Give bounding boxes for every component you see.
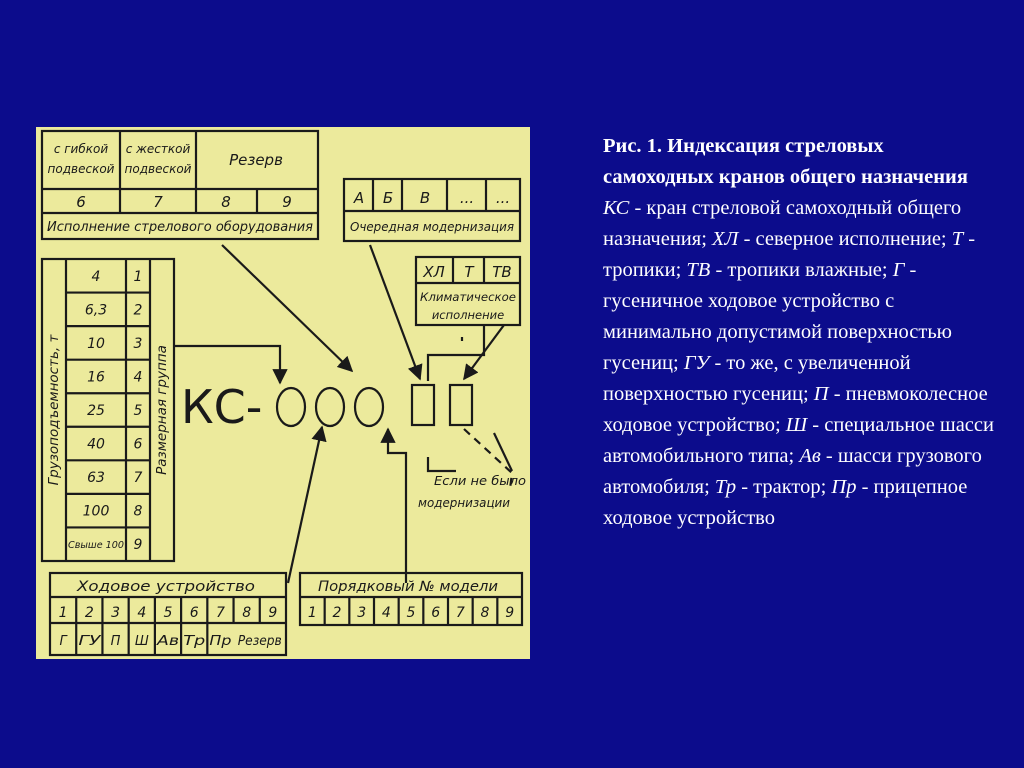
- no-mod-label: модернизации: [418, 495, 510, 510]
- caption-def-1: - северное исполнение;: [738, 228, 952, 250]
- climate-code: ХЛ: [423, 263, 445, 281]
- size-group-number: 5: [133, 403, 143, 419]
- equipment-number: 8: [221, 193, 231, 211]
- caption-abbr-3: ТВ: [686, 259, 711, 281]
- equipment-number: 6: [76, 193, 86, 211]
- model-number: 8: [480, 605, 490, 621]
- capacity-value: Свыше 100: [68, 540, 124, 552]
- size-group-number: 2: [133, 302, 143, 319]
- capacity-value: 4: [91, 268, 101, 285]
- equipment-caption: Исполнение стрелового оборудования: [47, 220, 314, 235]
- caption-body: [603, 197, 994, 529]
- chassis-number: 4: [137, 605, 147, 621]
- modernization-letter: ...: [495, 189, 511, 207]
- caption-def-9: - трактор;: [736, 476, 832, 498]
- size-group-number: 4: [133, 369, 143, 386]
- equipment-arrow: [222, 245, 352, 371]
- chassis-code: Резерв: [237, 634, 282, 649]
- caption-def-2: - тропики;: [603, 228, 976, 281]
- diagram-canvas: [36, 127, 530, 659]
- capacity-value: 16: [87, 369, 105, 386]
- chassis-number: 8: [242, 605, 252, 621]
- capacity-axis-label: Грузоподъемность, т: [46, 334, 62, 486]
- size-group-number: 9: [133, 537, 143, 554]
- model-caption: Порядковый № модели: [318, 579, 498, 595]
- rigid-suspension-label: с жесткой: [125, 142, 191, 156]
- caption-def-5: - то же, с увеличенной поверхностью гусениц;: [603, 352, 911, 405]
- code-digit-placeholder: [277, 388, 305, 426]
- chassis-number: 1: [58, 605, 68, 621]
- size-group-arrow: [174, 346, 280, 383]
- code-digit-placeholder: [316, 388, 344, 426]
- aux-leader: [428, 457, 456, 471]
- equipment-number: 7: [153, 193, 163, 211]
- chassis-number: 2: [84, 605, 94, 621]
- main-code: КС-: [181, 380, 263, 434]
- climate-code: ТВ: [492, 263, 512, 281]
- chassis-code: Ш: [134, 634, 149, 649]
- size-group-number: 1: [133, 268, 143, 285]
- modernization-letter: А: [353, 189, 365, 207]
- chassis-number: 6: [189, 605, 199, 621]
- caption-def-6: - пневмоколесное ходовое устройство;: [603, 383, 988, 436]
- size-group-number: 8: [133, 503, 143, 520]
- modernization-caption: Очередная модернизация: [350, 220, 514, 234]
- flexible-suspension-label: подвеской: [47, 162, 115, 176]
- chassis-caption: Ходовое устройство: [75, 579, 255, 595]
- climate-leader: [428, 325, 484, 381]
- caption-abbr-9: Тр: [714, 476, 737, 498]
- size-group-axis-label: Размерная группа: [154, 345, 170, 475]
- modernization-letter: Б: [382, 189, 394, 207]
- chassis-number: 9: [268, 605, 278, 621]
- capacity-value: 6,3: [84, 302, 108, 319]
- chassis-code: Тр: [183, 634, 206, 649]
- model-number: 2: [332, 605, 342, 621]
- chassis-code: ГУ: [78, 634, 102, 649]
- caption-def-8: - шасси грузового автомобиля;: [603, 445, 982, 498]
- climate-caption: исполнение: [431, 308, 505, 322]
- capacity-value: 40: [87, 436, 105, 453]
- no-mod-label: Если не было: [434, 473, 527, 488]
- model-number: 9: [505, 605, 515, 621]
- caption-abbr-1: ХЛ: [712, 228, 739, 250]
- caption-abbr-0: КС: [603, 197, 630, 219]
- caption-abbr-6: П: [813, 383, 829, 405]
- crane-index-diagram: [36, 127, 530, 659]
- size-group-number: 3: [133, 335, 143, 352]
- code-digit-placeholder: [355, 388, 383, 426]
- caption-def-4: - гусеничное ходовое устройство с минимально допустимой поверхностью гусениц;: [603, 259, 953, 374]
- equipment-number: 9: [282, 193, 292, 211]
- size-group-number: 7: [133, 470, 143, 487]
- capacity-value: 100: [82, 503, 110, 520]
- caption-abbr-2: Т: [951, 228, 964, 250]
- climate-slot: [412, 385, 434, 425]
- modernization-letter: ...: [459, 189, 475, 207]
- flexible-suspension-label: с гибкой: [53, 142, 109, 156]
- model-number: 6: [431, 605, 441, 621]
- figure-caption: [603, 131, 995, 534]
- chassis-number: 7: [215, 605, 225, 621]
- caption-abbr-4: Г: [892, 259, 905, 281]
- reserve-label: Резерв: [229, 151, 283, 169]
- chassis-code: Ав: [155, 634, 179, 649]
- chassis-code: П: [110, 634, 121, 649]
- model-number: 5: [406, 605, 416, 621]
- climate-code: Т: [464, 263, 474, 281]
- chassis-number: 3: [111, 605, 121, 621]
- chassis-code: Г: [59, 634, 67, 649]
- model-number: 1: [307, 605, 317, 621]
- model-number: 4: [381, 605, 391, 621]
- model-arrow: [388, 429, 406, 583]
- rigid-suspension-label: подвеской: [124, 162, 192, 176]
- caption-abbr-10: Пр: [831, 476, 857, 498]
- chassis-number: 5: [163, 605, 173, 621]
- caption-title: Рис. 1. Индексация стреловых самоходных кранов общего назначения: [603, 135, 968, 188]
- climate-arrow: [370, 245, 420, 379]
- caption-def-10: - прицепное ходовое устройство: [603, 476, 968, 529]
- modernization-slot: [450, 385, 472, 425]
- caption-abbr-7: Ш: [785, 414, 808, 436]
- chassis-code: Пр: [209, 634, 232, 649]
- caption-abbr-5: ГУ: [683, 352, 710, 374]
- chassis-arrow: [288, 427, 322, 583]
- dashed-no-mod-line: [494, 433, 512, 471]
- model-number: 7: [455, 605, 465, 621]
- capacity-value: 25: [87, 403, 105, 419]
- capacity-value: 10: [87, 335, 105, 352]
- model-number: 3: [357, 605, 367, 621]
- caption-def-0: - кран стреловой самоходный общего назначения;: [603, 197, 962, 250]
- caption-abbr-8: Ав: [799, 445, 821, 467]
- modernization-letter: В: [419, 189, 431, 207]
- capacity-value: 63: [87, 470, 105, 487]
- caption-def-3: - тропики влажные;: [710, 259, 893, 281]
- caption-def-7: - специальное шасси автомобильного типа;: [603, 414, 994, 467]
- climate-caption: Климатическое: [420, 290, 516, 304]
- size-group-number: 6: [133, 436, 143, 453]
